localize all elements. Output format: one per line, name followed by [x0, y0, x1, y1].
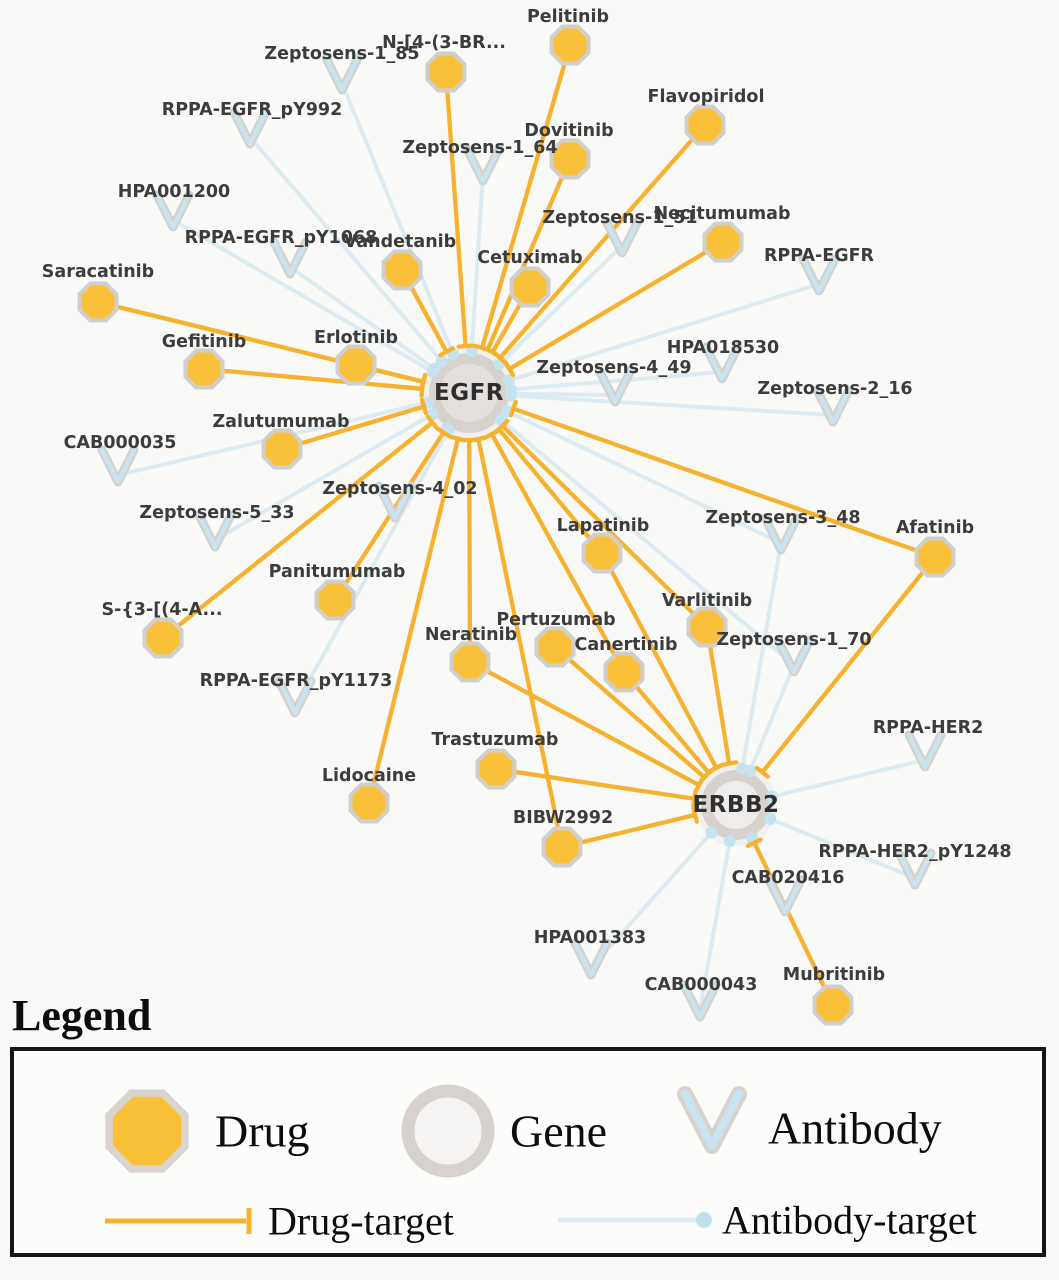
drug-label-erlotinib: Erlotinib: [314, 328, 398, 348]
drug-label-zalutumumab: Zalutumumab: [212, 412, 350, 432]
antibody-label-rppa_egfr_py1068: RPPA-EGFR_pY1068: [184, 228, 378, 248]
antibody-label-cab000035: CAB000035: [63, 433, 177, 453]
gene-label-EGFR: EGFR: [433, 380, 505, 406]
drug-node-saracatinib[interactable]: [80, 284, 117, 321]
drug-node-trastuzumab[interactable]: [478, 751, 515, 788]
drug-target-tbar: [459, 346, 473, 347]
drug-node-canertinib[interactable]: [606, 654, 643, 691]
legend-drug-label: Drug: [215, 1105, 310, 1157]
drug-node-mubritinib[interactable]: [815, 987, 852, 1024]
antibody-target-dot: [505, 390, 517, 402]
legend-drug-target-label: Drug-target: [268, 1198, 454, 1244]
drug-node-neratinib[interactable]: [452, 644, 489, 681]
drug-node-bibw2992[interactable]: [544, 829, 581, 866]
antibody-label-zeptosens_1_51: Zeptosens-1_51: [542, 208, 698, 228]
drug-node-erlotinib[interactable]: [338, 347, 375, 384]
drug-node-pelitinib[interactable]: [552, 27, 589, 64]
drug-node-vandetanib[interactable]: [384, 252, 421, 289]
drug-node-zalutumumab[interactable]: [264, 431, 301, 468]
drug-target-tbar: [722, 762, 736, 764]
drug-label-flavopiridol: Flavopiridol: [647, 87, 765, 107]
drug-node-necitumumab[interactable]: [705, 224, 742, 261]
antibody-label-hpa001200: HPA001200: [117, 182, 231, 202]
drug-node-lapatinib[interactable]: [584, 535, 621, 572]
antibody-label-hpa001383: HPA001383: [533, 928, 647, 948]
legend-antibody-label: Antibody: [768, 1102, 942, 1154]
drug-label-pertuzumab: Pertuzumab: [496, 610, 616, 630]
drug-label-lapatinib: Lapatinib: [556, 516, 650, 536]
drug-legend-icon: [113, 1097, 181, 1165]
antibody-target-legend-dot: [696, 1212, 712, 1228]
antibody-label-zeptosens_4_02: Zeptosens-4_02: [322, 479, 478, 499]
antibody-label-rppa_egfr: RPPA-EGFR: [763, 246, 875, 266]
drug-node-n_4_3_br[interactable]: [428, 54, 465, 91]
antibody-label-rppa_egfr_py1173: RPPA-EGFR_pY1173: [199, 671, 393, 691]
antibody-label-cab000043: CAB000043: [644, 975, 758, 995]
antibody-target-dot: [724, 835, 736, 847]
drug-label-saracatinib: Saracatinib: [41, 262, 155, 282]
drug-label-pelitinib: Pelitinib: [526, 7, 610, 27]
antibody-target-dot: [429, 363, 441, 375]
drug-label-cetuximab: Cetuximab: [477, 248, 583, 268]
antibody-label-cab020416: CAB020416: [731, 868, 845, 888]
drug-label-n_4_3_br: N-[4-(3-BR...: [382, 33, 506, 53]
antibody-label-zeptosens_5_33: Zeptosens-5_33: [139, 503, 295, 523]
drug-node-pertuzumab[interactable]: [537, 629, 574, 666]
drug-node-panitumumab[interactable]: [317, 582, 354, 619]
drug-node-cetuximab[interactable]: [512, 269, 549, 306]
drug-label-afatinib: Afatinib: [895, 518, 975, 538]
drug-label-canertinib: Canertinib: [574, 635, 678, 655]
drug-label-panitumumab: Panitumumab: [268, 562, 406, 582]
drug-label-gefitinib: Gefitinib: [161, 332, 247, 352]
antibody-target-dot: [705, 827, 717, 839]
drug-node-lidocaine[interactable]: [351, 785, 388, 822]
drug-node-s_3_4_a[interactable]: [145, 620, 182, 657]
drug-label-necitumumab: Necitumumab: [653, 204, 791, 224]
drug-label-trastuzumab: Trastuzumab: [431, 730, 559, 750]
antibody-label-zeptosens_3_48: Zeptosens-3_48: [705, 508, 861, 528]
antibody-label-rppa_egfr_py992: RPPA-EGFR_pY992: [161, 100, 343, 120]
legend-title: Legend: [12, 991, 152, 1040]
drug-target-tbar: [472, 438, 486, 441]
antibody-label-zeptosens_1_85: Zeptosens-1_85: [264, 44, 420, 64]
drug-node-gefitinib[interactable]: [186, 351, 223, 388]
drug-node-flavopiridol[interactable]: [687, 107, 724, 144]
gene-label-ERBB2: ERBB2: [692, 792, 780, 818]
antibody-label-zeptosens_2_16: Zeptosens-2_16: [757, 379, 913, 399]
drug-label-mubritinib: Mubritinib: [782, 965, 886, 985]
antibody-label-rppa_her2_py1248: RPPA-HER2_pY1248: [818, 842, 1012, 862]
drug-label-dovitinib: Dovitinib: [524, 121, 614, 141]
gene-legend-icon: [408, 1091, 488, 1171]
antibody-label-zeptosens_1_70: Zeptosens-1_70: [716, 630, 872, 650]
drug-label-bibw2992: BIBW2992: [512, 808, 614, 828]
antibody-label-zeptosens_1_64: Zeptosens-1_64: [402, 138, 558, 158]
drug-label-lidocaine: Lidocaine: [321, 766, 417, 786]
antibody-label-zeptosens_4_49: Zeptosens-4_49: [536, 358, 692, 378]
drug-label-vandetanib: Vandetanib: [343, 232, 457, 252]
antibody-label-rppa_her2: RPPA-HER2: [872, 718, 984, 738]
drug-node-afatinib[interactable]: [917, 539, 954, 576]
legend-gene-label: Gene: [510, 1105, 608, 1157]
antibody-target-dot: [744, 765, 756, 777]
drug-label-s_3_4_a: S-{3-[(4-A...: [101, 600, 223, 620]
legend-antibody-target-label: Antibody-target: [722, 1197, 977, 1243]
drug-label-varlitinib: Varlitinib: [661, 591, 753, 611]
antibody-label-hpa018530: HPA018530: [666, 338, 780, 358]
drug-label-neratinib: Neratinib: [424, 625, 518, 645]
